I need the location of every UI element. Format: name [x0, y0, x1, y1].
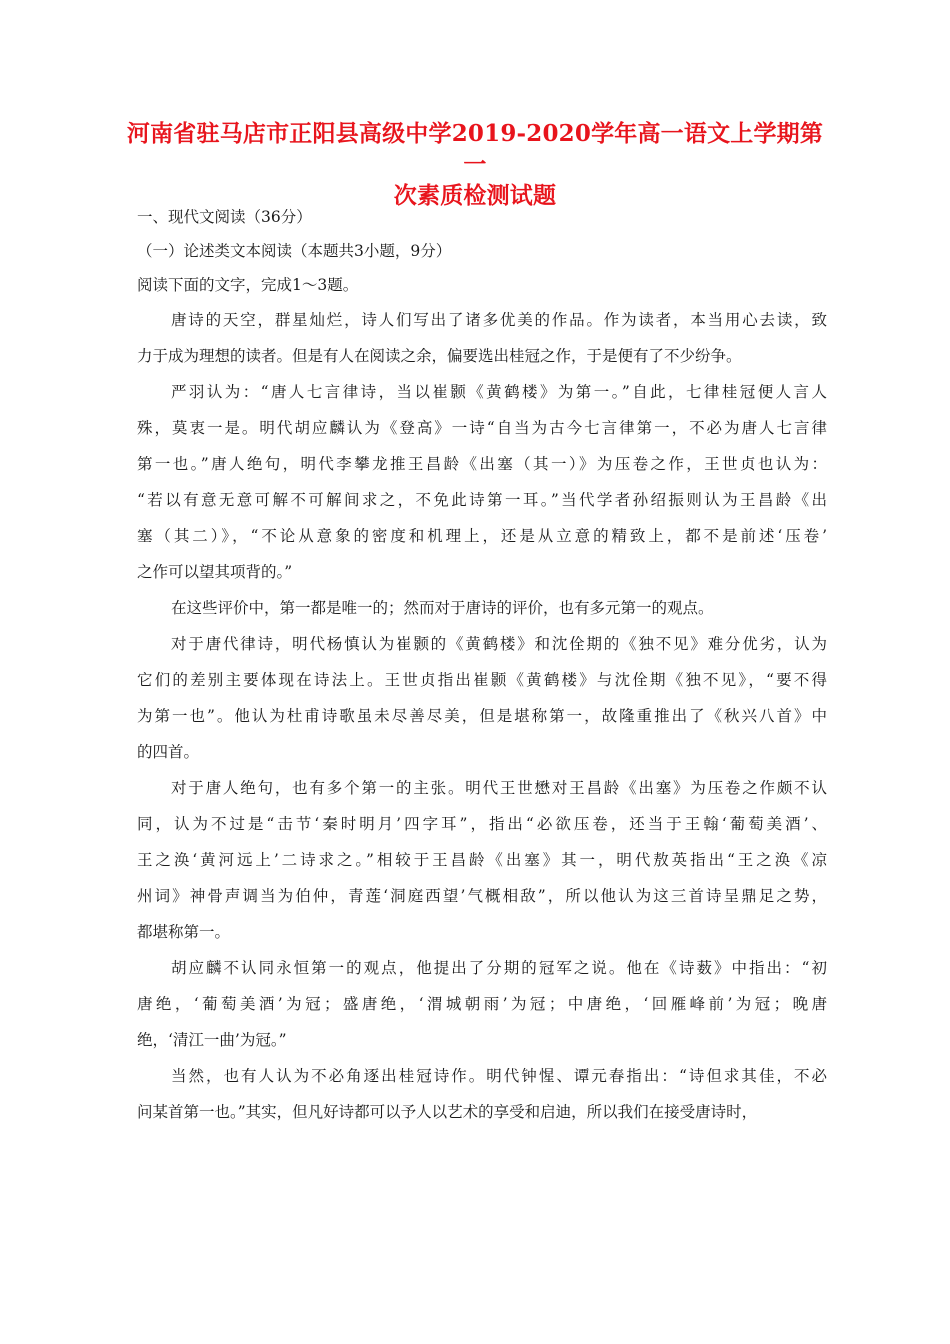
paragraph-line: 它们的差别主要体现在诗法上。王世贞指出崔颢《黄鹤楼》与沈佺期《独不见》，“要不得	[137, 671, 827, 689]
paragraph-line: 的四首。	[137, 743, 200, 761]
paragraph-line: 问某首第一也。”其实，但凡好诗都可以予人以艺术的享受和启迪，所以我们在接受唐诗时，	[137, 1103, 758, 1121]
paragraph	[137, 374, 827, 590]
paragraph-line: 力于成为理想的读者。但是有人在阅读之余，偏要选出桂冠之作，于是便有了不少纷争。	[137, 347, 742, 365]
document-title	[120, 118, 830, 211]
paragraph-line: 塞（其二）》，“不论从意象的密度和机理上，还是从立意的精致上，都不是前述‘压卷’	[137, 527, 827, 545]
paragraph	[137, 1058, 827, 1130]
paragraph	[137, 302, 827, 374]
paragraph-line: 为第一也”。他认为杜甫诗歌虽未尽善尽美，但是堪称第一，故隆重推出了《秋兴八首》中	[137, 707, 827, 725]
paragraph-line: 唐绝，‘葡萄美酒’为冠；盛唐绝，‘渭城朝雨’为冠；中唐绝，‘回雁峰前’为冠；晚唐	[137, 995, 827, 1013]
paragraph-line: 州词》神骨声调当为伯仲，青莲‘洞庭西望’气概相敌”，所以他认为这三首诗呈鼎足之势，	[137, 887, 827, 905]
paragraph-line: 王之涣‘黄河远上’二诗求之。”相较于王昌龄《出塞》其一，明代敖英指出“王之涣《凉	[137, 851, 827, 869]
paragraph-line: 同，认为不过是“击节‘秦时明月’四字耳”，指出“必欲压卷，还当于王翰‘葡萄美酒’、	[137, 815, 827, 833]
paragraph-line: 都堪称第一。	[137, 923, 231, 941]
reading-instruction: 阅读下面的文字，完成1～3题。	[137, 276, 359, 294]
title-line-2: 次素质检测试题	[393, 182, 557, 209]
paragraph-line: 严羽认为：“唐人七言律诗，当以崔颢《黄鹤楼》为第一。”自此，七律桂冠便人言人	[171, 383, 827, 401]
paragraph-line: 绝，‘清江一曲’为冠。”	[137, 1031, 287, 1049]
paragraph-line: 殊，莫衷一是。明代胡应麟认为《登高》一诗“自当为古今七言律第一，不必为唐人七言律	[137, 419, 827, 437]
paragraph-line: 胡应麟不认同永恒第一的观点，他提出了分期的冠军之说。他在《诗薮》中指出：“初	[171, 959, 827, 977]
paragraph-line: 对于唐人绝句，也有多个第一的主张。明代王世懋对王昌龄《出塞》为压卷之作颇不认	[171, 779, 827, 797]
paragraph-line: 当然，也有人认为不必角逐出桂冠诗作。明代钟惺、谭元春指出：“诗但求其佳，不必	[171, 1067, 827, 1085]
paragraph	[137, 590, 827, 626]
paragraph-line: 对于唐代律诗，明代杨慎认为崔颢的《黄鹤楼》和沈佺期的《独不见》难分优劣，认为	[171, 635, 827, 653]
passage	[137, 302, 827, 1130]
document-body	[137, 200, 827, 1130]
paragraph-line: 在这些评价中，第一都是唯一的；然而对于唐诗的评价，也有多元第一的观点。	[171, 599, 714, 617]
subsection-heading: （一）论述类文本阅读（本题共3小题，9分）	[137, 242, 452, 260]
section-heading: 一、现代文阅读（36分）	[137, 208, 312, 226]
title-line-1: 河南省驻马店市正阳县高级中学2019-2020学年高一语文上学期第一	[126, 120, 824, 178]
paragraph-line: “若以有意无意可解不可解间求之，不免此诗第一耳。”当代学者孙绍振则认为王昌龄《出	[137, 491, 827, 509]
paragraph-line: 唐诗的天空，群星灿烂，诗人们写出了诸多优美的作品。作为读者，本当用心去读，致	[171, 311, 827, 329]
paragraph-line: 之作可以望其项背的。”	[137, 563, 293, 581]
paragraph-line: 第一也。”唐人绝句，明代李攀龙推王昌龄《出塞（其一）》为压卷之作，王世贞也认为：	[137, 455, 827, 473]
paragraph	[137, 770, 827, 950]
paragraph	[137, 950, 827, 1058]
paragraph	[137, 626, 827, 770]
